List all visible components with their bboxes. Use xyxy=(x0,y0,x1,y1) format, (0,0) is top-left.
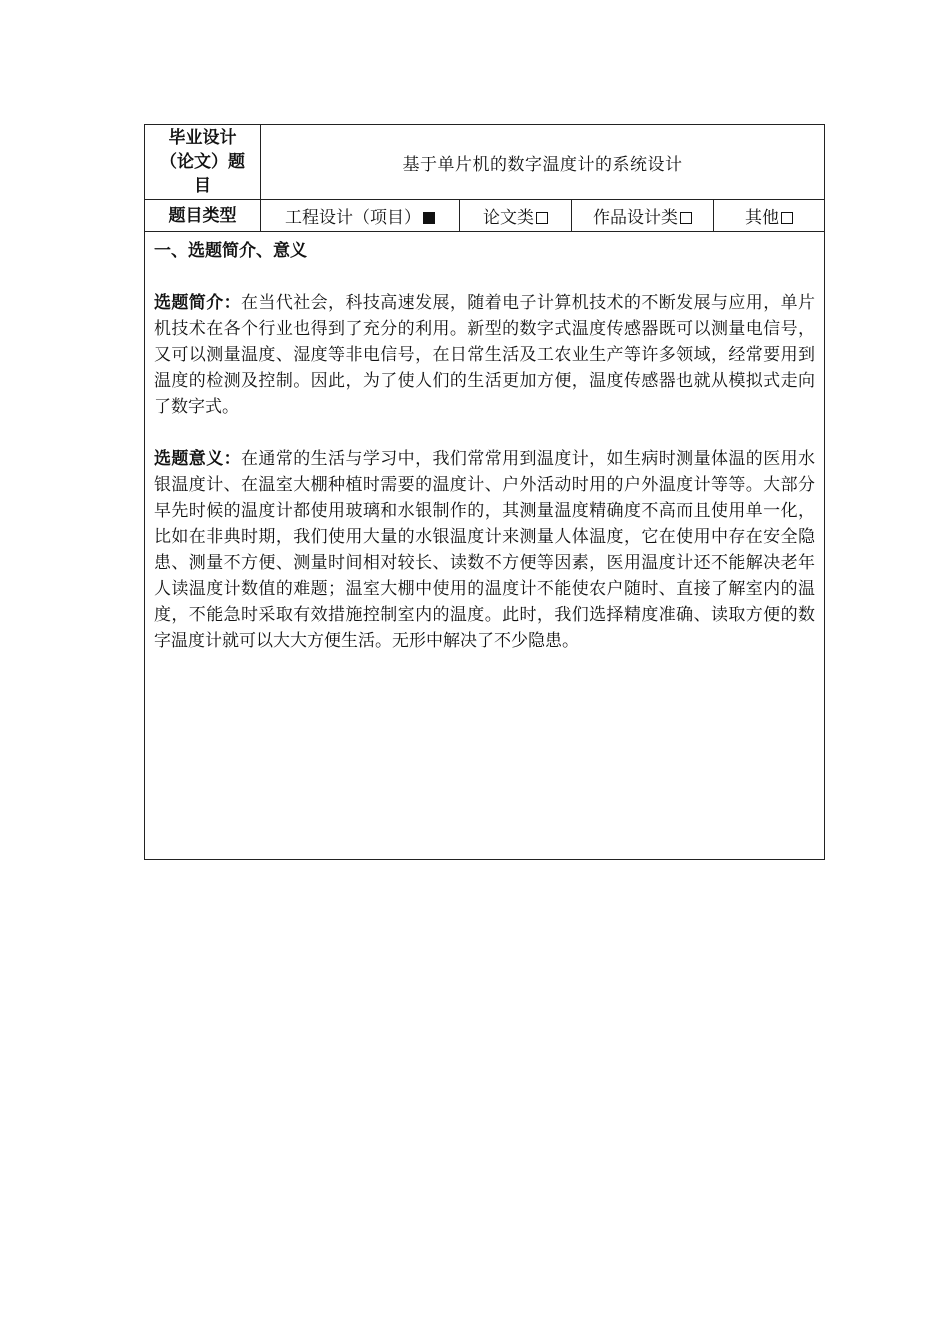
type-option-label: 论文类 xyxy=(483,208,534,228)
empty-box-icon[interactable] xyxy=(781,212,793,224)
proposal-table xyxy=(144,124,825,860)
meaning-label: 选题意义： xyxy=(154,449,242,469)
type-option-label: 作品设计类 xyxy=(593,208,678,228)
type-option-label: 工程设计（项目） xyxy=(285,208,421,228)
empty-box-icon[interactable] xyxy=(680,212,692,224)
meaning-paragraph xyxy=(154,446,815,654)
type-option-label: 其他 xyxy=(745,208,779,228)
content-cell xyxy=(145,232,825,860)
title-label: 毕业设计（论文）题目 xyxy=(160,128,245,196)
meaning-text: 在通常的生活与学习中，我们常常用到温度计，如生病时测量体温的医用水银温度计、在温室大棚种植时需要的温度计、户外活动时用的户外温度计等等。大部分早先时候的温度计都使用玻璃和水银制作的，其测量温度精确度不高而且使用单一化，比如在非典时期，我们使用大量的水银温度计来测量人体温度，它在使用中存在安全隐患、测量不方便、测量时间相对较长、读数不方便等因素，医用温度计还不能解决老年人读温度计数值的难题；温室大棚中使用的温度计不能使农户随时、直接了解室内的温度，不能急时采取有效措施控制室内的温度。此时，我们选择精度准确、读取方便的数字温度计就可以大大方便生活。无形中解决了不少隐患。 xyxy=(154,449,816,651)
intro-text: 在当代社会，科技高速发展，随着电子计算机技术的不断发展与应用，单片机技术在各个行业也得到了充分的利用。新型的数字式温度传感器既可以测量电信号，又可以测量温度、湿度等非电信号，在日常生活及工农业生产等许多领域，经常要用到温度的检测及控制。因此，为了使人们的生活更加方便，温度传感器也就从模拟式走向了数字式。 xyxy=(154,293,816,417)
title-row xyxy=(145,125,825,200)
checked-box-icon[interactable] xyxy=(423,212,435,224)
intro-paragraph xyxy=(154,290,815,420)
type-option-other[interactable] xyxy=(714,200,825,232)
type-label: 题目类型 xyxy=(145,200,261,232)
type-option-thesis[interactable] xyxy=(460,200,572,232)
intro-label: 选题简介： xyxy=(154,293,242,313)
type-row xyxy=(145,200,825,232)
empty-box-icon[interactable] xyxy=(536,212,548,224)
type-option-engineering[interactable] xyxy=(261,200,460,232)
paragraph-gap xyxy=(154,264,815,290)
section-heading: 一、选题简介、意义 xyxy=(154,241,307,261)
thesis-title: 基于单片机的数字温度计的系统设计 xyxy=(261,125,825,200)
content-row xyxy=(145,232,825,860)
title-label-cell xyxy=(145,125,261,200)
type-option-work-design[interactable] xyxy=(572,200,714,232)
paragraph-gap xyxy=(154,420,815,446)
